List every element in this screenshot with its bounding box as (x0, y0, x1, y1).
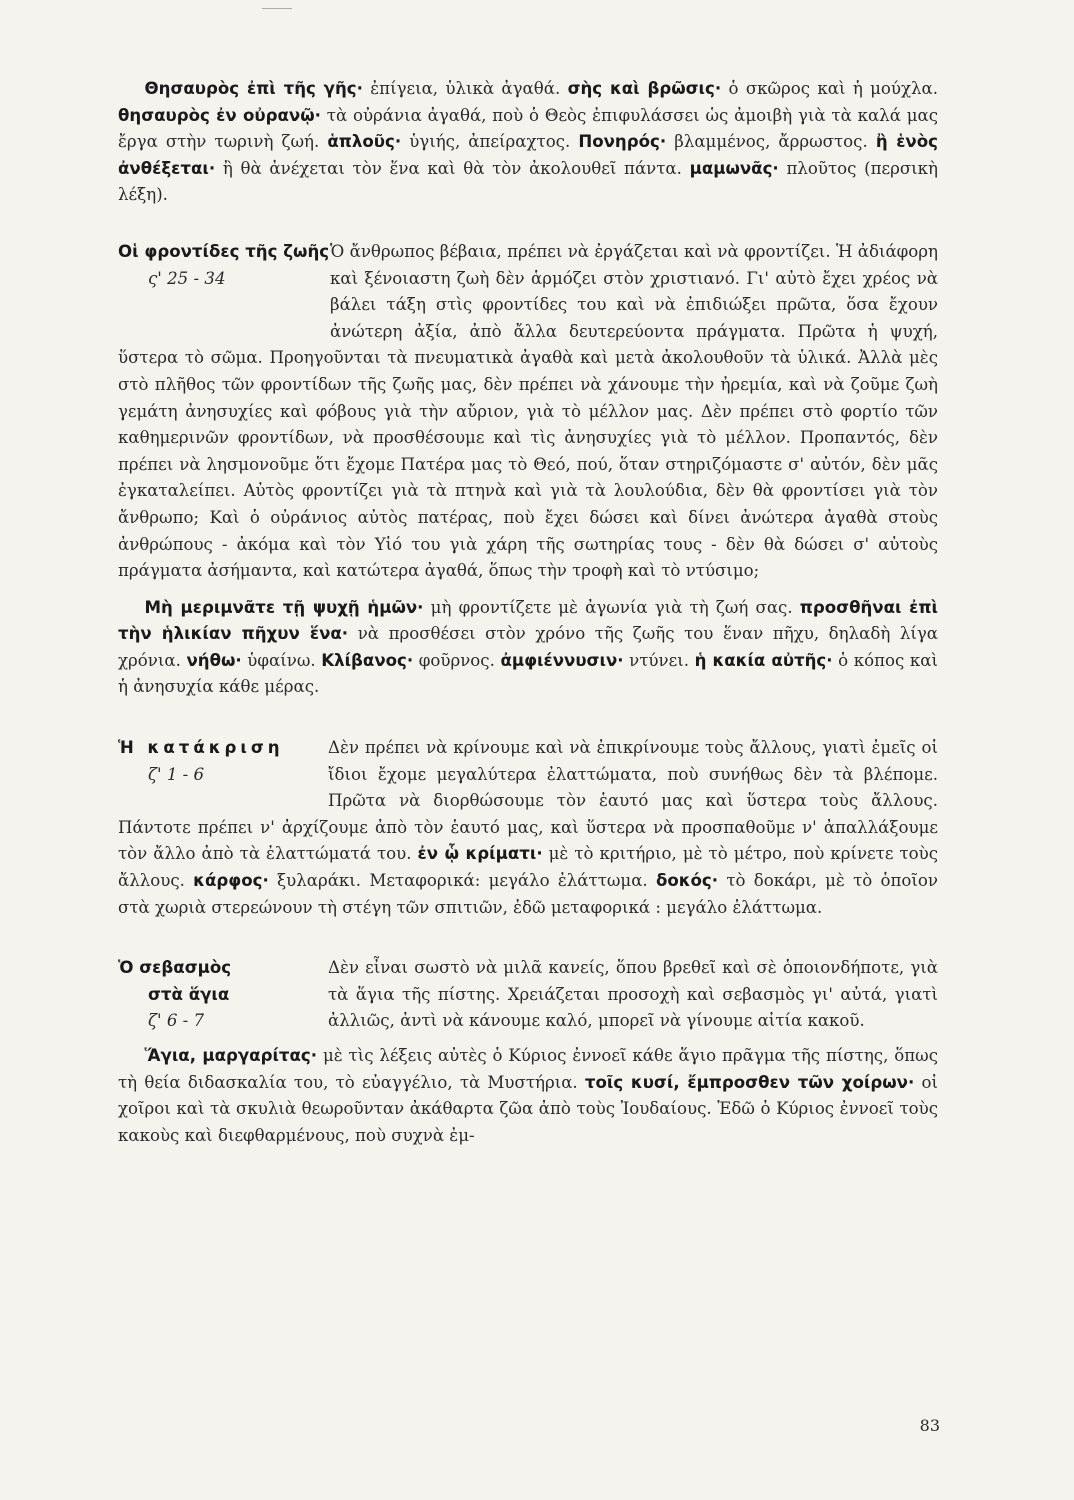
gloss: νὰ προσθέσει στὸν χρόνο τῆς ζωῆς του ἕναν πῆχυ, δηλαδὴ λίγα χρόνια. (118, 624, 938, 670)
page-body (118, 76, 938, 1149)
gloss: βλαμμένος, ἄρρωστος. (666, 132, 876, 152)
gloss: ὁ σκῶρος καὶ ἡ μούχλα. (721, 79, 939, 98)
term: δοκός· (655, 871, 719, 891)
section-judgement (118, 735, 938, 921)
term: Θησαυρὸς ἐπὶ τῆς γῆς· (144, 79, 363, 98)
section-title: Οἱ φροντίδες τῆς ζωῆς (118, 241, 330, 261)
section-heading (118, 735, 328, 789)
gloss: μὲ τὶς λέξεις αὐτὲς ὁ Κύριος ἐννοεῖ κάθε ἅγιο πρᾶγμα τῆς πίστης, ὅπως τὴ θεία διδασκαλία του, τὸ εὐαγγέλιο, τὰ Μυστήρια. (118, 1046, 938, 1092)
glossary-paragraph-3 (118, 1043, 938, 1149)
verse-reference: ς' 25 - 34 (148, 268, 226, 288)
section-text: Ὁ ἄνθρωπος βέβαια, πρέπει νὰ ἐργάζεται καὶ νὰ φροντίζει. Ἡ ἀδιάφορη καὶ ξένοιαστη ζωὴ δὲν ἁρμόζει στὸν χριστιανό. Γι' αὐτὸ ἔχει χρέος νὰ βάλει τάξη στὶς φροντίδες του καὶ νὰ ἐπιδιώξει πρῶτα, ὅσα ἔχουν ἀνώτερη ἀξία, ἀπὸ ἄλλα δευτερεύοντα πράγματα. Πρῶτα ἡ ψυχή, ὕστερα τὸ σῶμα. Προηγοῦνται τὰ πνευματικὰ ἀγαθὰ καὶ μετὰ ἀκολουθοῦν τὰ ὑλικά. Ἀλλὰ μὲς στὸ πλῆθος τῶν φροντίδων τῆς ζωῆς μας, δὲν πρέπει νὰ χάνουμε τὴν ἠρεμία, καὶ νὰ ζοῦμε ζωὴ γεμάτη ἀνησυχίες καὶ φόβους γιὰ τὴν αὔριον, γιὰ τὸ μέλλον μας. Δὲν πρέπει στὸ φορτίο τῶν καθημερινῶν φροντίδων, νὰ προσθέσουμε καὶ τὶς ἀνησυχίες γιὰ τὸ μέλλον. Προπαντός, δὲν πρέπει νὰ λησμονοῦμε ὅτι ἔχομε Πατέρα μας τὸ Θεό, πού, ὅταν στηριζόμαστε σ' αὐτόν, δὲν μᾶς ἐγκαταλείπει. Αὐτὸς φροντίζει γιὰ τὰ πτηνὰ καὶ γιὰ τὰ λουλούδια, δὲν θὰ φροντίσει γιὰ τὸν ἄνθρωπο; Καὶ ὁ οὐράνιος αὐτὸς πατέρας, ποὺ ἔχει δώσει καὶ δίνει ἀνώτερα ἀγαθὰ στοὺς ἀνθρώπους - ἀκόμα καὶ τὸν Υἱό του γιὰ χάρη τῆς σωτηρίας τους - δὲν θὰ δώσει σ' αὐτοὺς πράγματα ἀσήμαντα, καὶ κατώτερα ἀγαθά, ὅπως τὴν τροφὴ καὶ τὸ ντύσιμο; (118, 241, 938, 581)
gloss: ντύνει. (623, 650, 695, 670)
gloss: μὲ τὸ κριτήριο, μὲ τὸ μέτρο, ποὺ κρίνετε τοὺς ἄλλους. (118, 844, 938, 891)
term: νήθω· (186, 650, 242, 670)
section-text: Δὲν εἶναι σωστὸ νὰ μιλᾶ κανείς, ὅπου βρεθεῖ καὶ σὲ ὁποιονδήποτε, γιὰ τὰ ἅγια τῆς πίστης. Χρειάζεται προσοχὴ καὶ σεβασμὸς γι' αὐτά, γιατὶ ἀλλιῶς, ἀντὶ νὰ κάνουμε καλό, μπορεῖ νὰ γίνουμε αἰτία κακοῦ. (328, 958, 938, 1031)
term: Πονηρός· (578, 132, 667, 152)
term: Μὴ μεριμνᾶτε τῇ ψυχῇ ἡμῶν· (144, 597, 424, 617)
section-title: Ὁ σεβασμὸς (118, 958, 232, 978)
gloss: φοῦρνος. (413, 650, 501, 670)
gloss: τὰ οὐράνια ἀγαθά, ποὺ ὁ Θεὸς ἐπιφυλάσσει ὡς ἀμοιβὴ γιὰ τὰ καλά μας ἔργα στὴν τωρινὴ ζωή. (118, 105, 938, 152)
gloss: ὁ κόπος καὶ ἡ ἀνησυχία κάθε μέρας. (118, 650, 938, 697)
term: ἢ ἑνὸς ἀνθέξεται· (118, 132, 938, 178)
section-heading (118, 955, 328, 1035)
glossary-paragraph-2 (118, 595, 938, 701)
term: θησαυρὸς ἐν οὐρανῷ· (118, 105, 321, 125)
term: Κλίβανος· (321, 650, 414, 670)
term: Ἅγια, μαργαρίτας· (144, 1046, 318, 1065)
gloss: πλοῦτος (περσικὴ λέξη). (118, 158, 938, 205)
term: κάρφος· (193, 871, 269, 891)
term: σὴς καὶ βρῶσις· (567, 79, 722, 98)
section-cares (118, 239, 938, 585)
gloss: ξυλαράκι. Μεταφορικά: μεγάλο ἐλάττωμα. (268, 871, 656, 891)
term: μαμωνᾶς· (689, 158, 779, 178)
term: ἀμφιέννυσιν· (500, 650, 624, 670)
gloss: ἢ θὰ ἀνέχεται τὸν ἕνα καὶ θὰ τὸν ἀκολουθεῖ πάντα. (215, 158, 690, 178)
gloss: ὑγιής, ἀπείραχτος. (401, 132, 579, 152)
section-title-line-2: στὰ ἅγια (148, 984, 230, 1004)
section-reverence (118, 955, 938, 1035)
term: προσθῆναι ἐπὶ τὴν ἡλικίαν πῆχυν ἕνα· (118, 597, 938, 644)
glossary-paragraph-1 (118, 76, 938, 209)
section-title: Ἡ κατάκριση (118, 738, 284, 758)
verse-reference: ζ' 1 - 6 (148, 764, 205, 784)
term: ἁπλοῦς· (327, 132, 402, 152)
verse-reference: ζ' 6 - 7 (148, 1011, 205, 1031)
top-rule (262, 8, 292, 9)
section-heading (118, 239, 330, 319)
gloss: οἱ χοῖροι καὶ τὰ σκυλιὰ θεωροῦνταν ἀκάθαρτα ζῶα ἀπὸ τοὺς Ἰουδαίους. Ἐδῶ ὁ Κύριος ἐννοεῖ τοὺς κακοὺς καὶ διεφθαρμένους, ποὺ συχνὰ ἐμ- (118, 1072, 938, 1145)
gloss: ὑφαίνω. (241, 650, 322, 670)
gloss: ἐπίγεια, ὑλικὰ ἀγαθά. (362, 79, 568, 98)
term: ἡ κακία αὐτῆς· (694, 650, 833, 670)
term: τοῖς κυσί, ἔμπροσθεν τῶν χοίρων· (584, 1072, 915, 1092)
gloss: μὴ φροντίζετε μὲ ἀγωνία γιὰ τὴ ζωή σας. (423, 597, 800, 617)
page-number: 83 (919, 1416, 940, 1435)
section-body: Δὲν πρέπει νὰ κρίνουμε καὶ νὰ ἐπικρίνουμε τοὺς ἄλλους, γιατὶ ἐμεῖς οἱ ἴδιοι ἔχομε μεγαλύτερα ἐλαττώματα, ποὺ συνήθως δὲν τὰ βλέπομε. Πρῶτα νὰ διορθώσουμε τὸν ἑαυτό μας καὶ ὕστερα τοὺς ἄλλους. Πάντοτε πρέπει ν' ἀρχίζουμε ἀπὸ τὸν ἑαυτό μας, καὶ ὕστερα νὰ προσπαθοῦμε ν' ἀπαλλάξουμε τὸν ἄλλο ἀπὸ τὰ ἐλαττώματά του. (118, 738, 938, 864)
gloss: τὸ δοκάρι, μὲ τὸ ὁποῖον στὰ χωριὰ στερεώνουν τὴ στέγη τῶν σπιτιῶν, ἐδῶ μεταφορικά : μεγάλο ἐλάττωμα. (118, 871, 938, 917)
term: ἐν ᾧ κρίματι· (417, 844, 543, 864)
